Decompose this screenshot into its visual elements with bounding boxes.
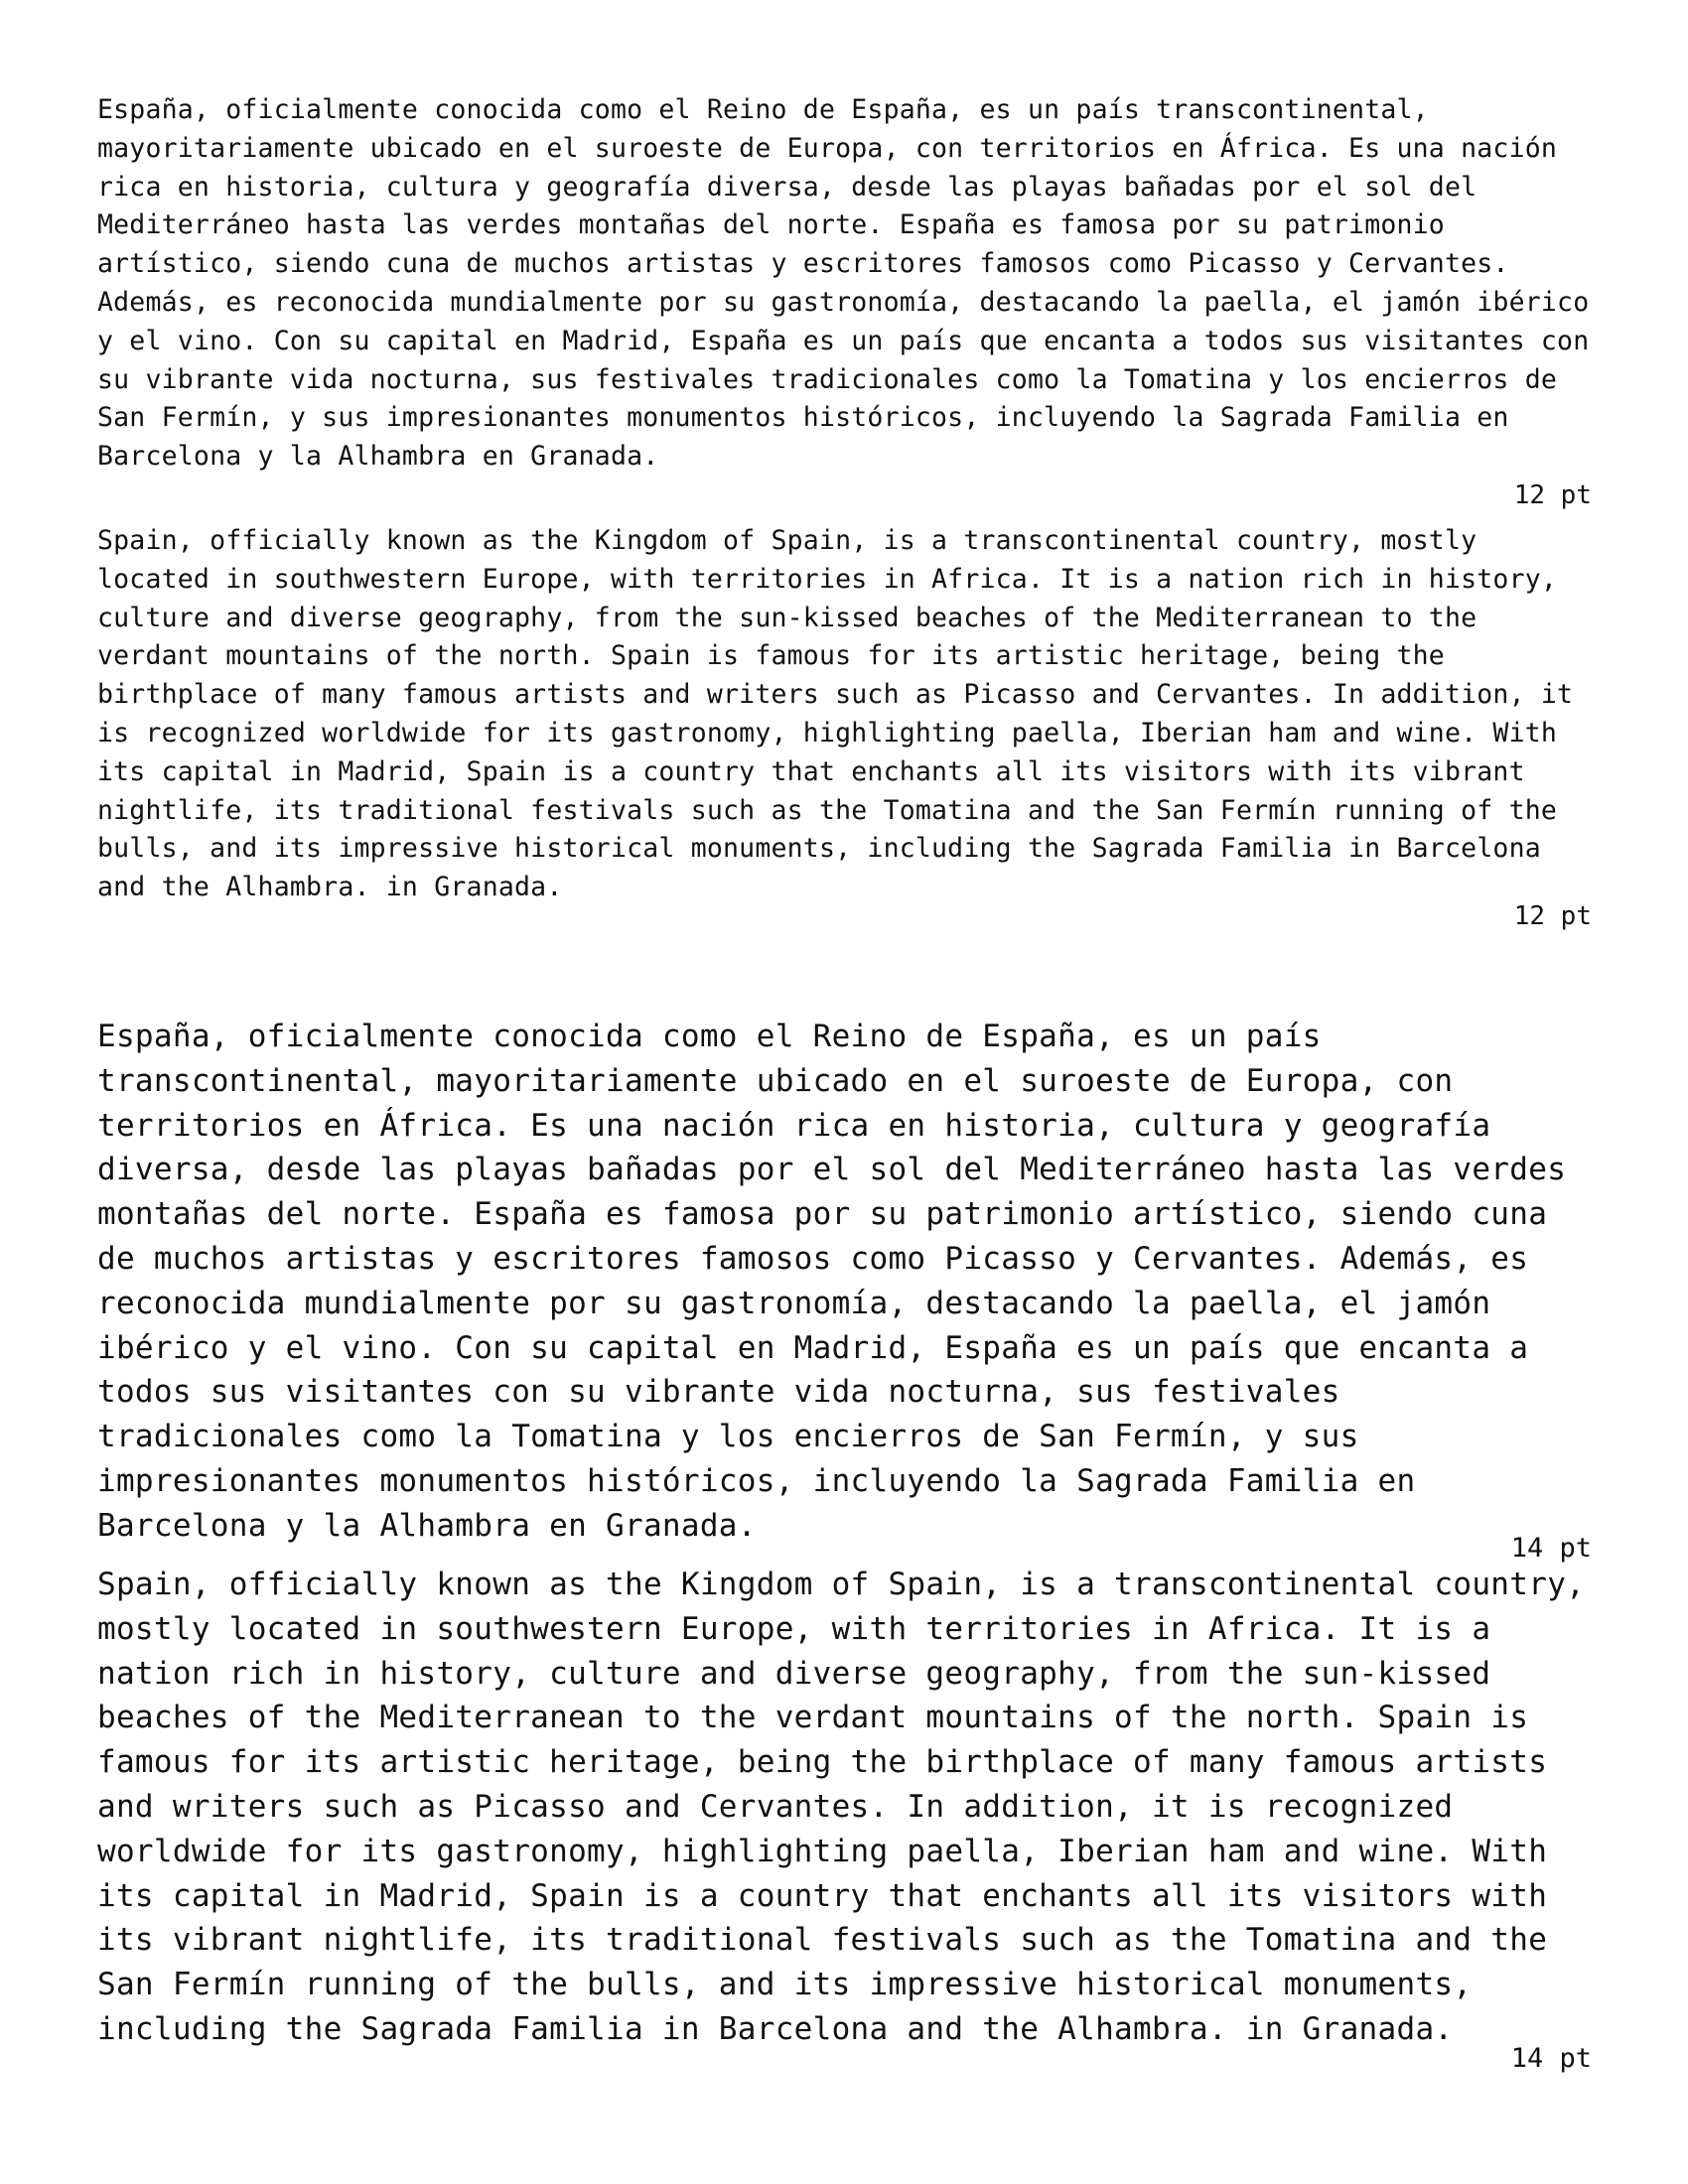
font-size-label: 12 pt (1513, 480, 1592, 510)
sample-block-spanish-12pt (97, 91, 1592, 510)
font-size-label: 14 pt (1510, 1533, 1592, 1564)
font-size-label: 14 pt (1510, 2043, 1592, 2074)
paragraph-spanish-12pt: España, oficialmente conocida como el Reino de España, es un país transcontinental, mayoritariamente ubicado en el suroeste de Europa, con territorios en África. Es una nación rica en historia, cultura y geografía diversa, desde las playas bañadas por el sol del Mediterráneo hasta las verdes montañas del norte. España es famosa por su patrimonio artístico, siendo cuna de muchos artistas y escritores famosos como Picasso y Cervantes. Además, es reconocida mundialmente por su gastronomía, destacando la paella, el jamón ibérico y el vino. Con su capital en Madrid, España es un país que encanta a todos sus visitantes con su vibrante vida nocturna, sus festivales tradicionales como la Tomatina y los encierros de San Fermín, y sus impresionantes monumentos históricos, incluyendo la Sagrada Familia en Barcelona y la Alhambra en Granada. (97, 94, 1590, 473)
paragraph-english-12pt: Spain, officially known as the Kingdom of Spain, is a transcontinental country, mostly located in southwestern Europe, with territories in Africa. It is a nation rich in history, culture and diverse geography, from the sun-kissed beaches of the Mediterranean to the verdant mountains of the north. Spain is famous for its artistic heritage, being the birthplace of many famous artists and writers such as Picasso and Cervantes. In addition, it is recognized worldwide for its gastronomy, highlighting paella, Iberian ham and wine. With its capital in Madrid, Spain is a country that enchants all its visitors with its vibrant nightlife, its traditional festivals such as the Tomatina and the San Fermín running of the bulls, and its impressive historical monuments, including the Sagrada Familia in Barcelona and the Alhambra. in Granada. (97, 525, 1574, 903)
paragraph-english-14pt: Spain, officially known as the Kingdom of Spain, is a transcontinental country, mostly located in southwestern Europe, with territories in Africa. It is a nation rich in history, culture and diverse geography, from the sun-kissed beaches of the Mediterranean to the verdant mountains of the north. Spain is famous for its artistic heritage, being the birthplace of many famous artists and writers such as Picasso and Cervantes. In addition, it is recognized worldwide for its gastronomy, highlighting paella, Iberian ham and wine. With its capital in Madrid, Spain is a country that enchants all its visitors with its vibrant nightlife, its traditional festivals such as the Tomatina and the San Fermín running of the bulls, and its impressive historical monuments, including the Sagrada Familia in Barcelona and the Alhambra. in Granada. (97, 1567, 1586, 2047)
sample-block-spanish-14pt (97, 1015, 1592, 1564)
paragraph-spanish-14pt: España, oficialmente conocida como el Reino de España, es un país transcontinental, mayoritariamente ubicado en el suroeste de Europa, con territorios en África. Es una nación rica en historia, cultura y geografía diversa, desde las playas bañadas por el sol del Mediterráneo hasta las verdes montañas del norte. España es famosa por su patrimonio artístico, siendo cuna de muchos artistas y escritores famosos como Picasso y Cervantes. Además, es reconocida mundialmente por su gastronomía, destacando la paella, el jamón ibérico y el vino. Con su capital en Madrid, España es un país que encanta a todos sus visitantes con su vibrante vida nocturna, sus festivales tradicionales como la Tomatina y los encierros de San Fermín, y sus impresionantes monumentos históricos, incluyendo la Sagrada Familia en Barcelona y la Alhambra en Granada. (97, 1019, 1567, 1544)
font-size-label: 12 pt (1513, 901, 1592, 931)
sample-block-english-14pt (97, 1563, 1592, 2074)
sample-block-english-12pt (97, 522, 1592, 931)
